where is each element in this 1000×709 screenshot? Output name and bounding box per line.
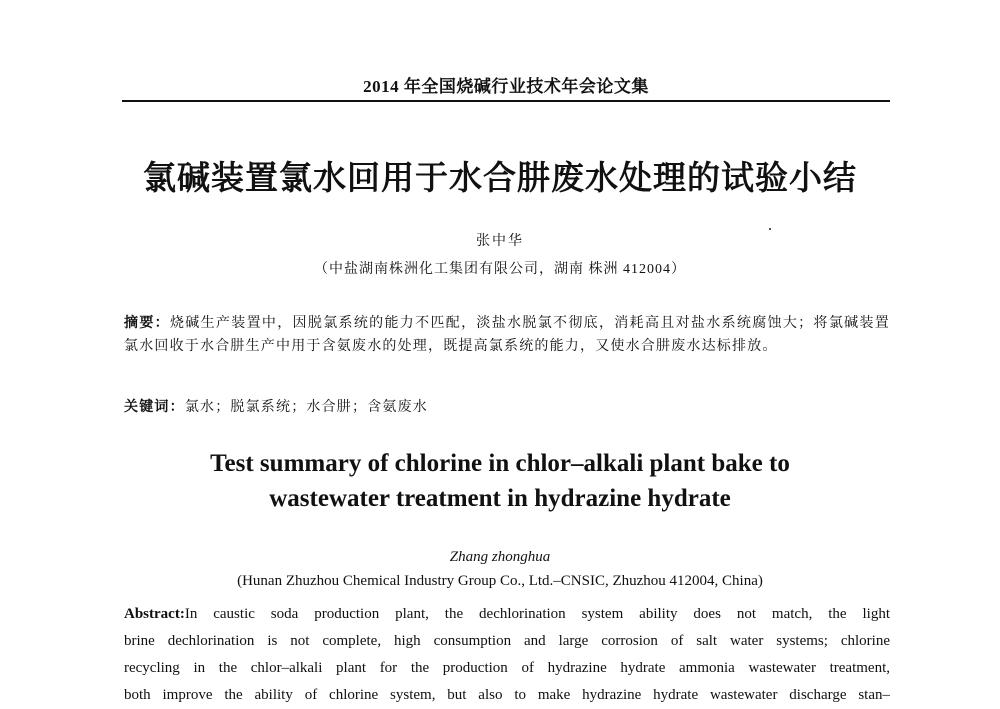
english-abstract-label: Abstract:: [124, 606, 185, 622]
chinese-abstract-label: 摘要：: [124, 316, 170, 331]
chinese-abstract: [124, 312, 890, 358]
english-affiliation: (Hunan Zhuzhou Chemical Industry Group Co., Ltd.–CNSIC, Zhuzhou 412004, China): [237, 573, 763, 589]
chinese-abstract-text: 烧碱生产装置中，因脱氯系统的能力不匹配，淡盐水脱氯不彻底，消耗高且对盐水系统腐蚀大；将氯碱装置氯水回收于水合肼生产中用于含氨废水的处理，既提高氯系统的能力，又使水合肼废水达标排放。: [124, 316, 890, 354]
english-title-line: wastewater treatment in hydrazine hydrate: [269, 485, 731, 512]
english-author: Zhang zhonghua: [449, 549, 551, 565]
english-abstract-line: [124, 601, 890, 628]
chinese-keywords-label: 关键词：: [124, 400, 185, 415]
chinese-keywords-text: 氯水；脱氯系统；水合肼；含氨废水: [184, 400, 429, 415]
chinese-affiliation: （中盐湖南株洲化工集团有限公司，湖南 株洲 412004）: [314, 262, 686, 277]
english-abstract-text: In caustic soda production plant, the dechlorination system ability does not match, the light: [184, 606, 890, 622]
english-title: [0, 446, 1000, 516]
english-title-line: Test summary of chlorine in chlor–alkali plant bake to: [210, 450, 790, 477]
english-abstract-line: both improve the ability of chlorine system, but also to make hydrazine hydrate wastewater discharge stan–: [124, 687, 890, 703]
running-header: 2014 年全国烧碱行业技术年会论文集: [363, 77, 649, 96]
chinese-author: 张中华: [476, 234, 524, 249]
english-abstract: [124, 601, 890, 709]
chinese-title: 氯碱装置氯水回用于水合肼废水处理的试验小结: [143, 158, 857, 197]
header-rule: [122, 100, 890, 102]
chinese-keywords: [124, 396, 890, 416]
english-abstract-line: brine dechlorination is not complete, high consumption and large corrosion of salt water systems; chlorine: [124, 633, 890, 649]
english-abstract-line: recycling in the chlor–alkali plant for the production of hydrazine hydrate ammonia wastewater treatment,: [124, 660, 890, 676]
